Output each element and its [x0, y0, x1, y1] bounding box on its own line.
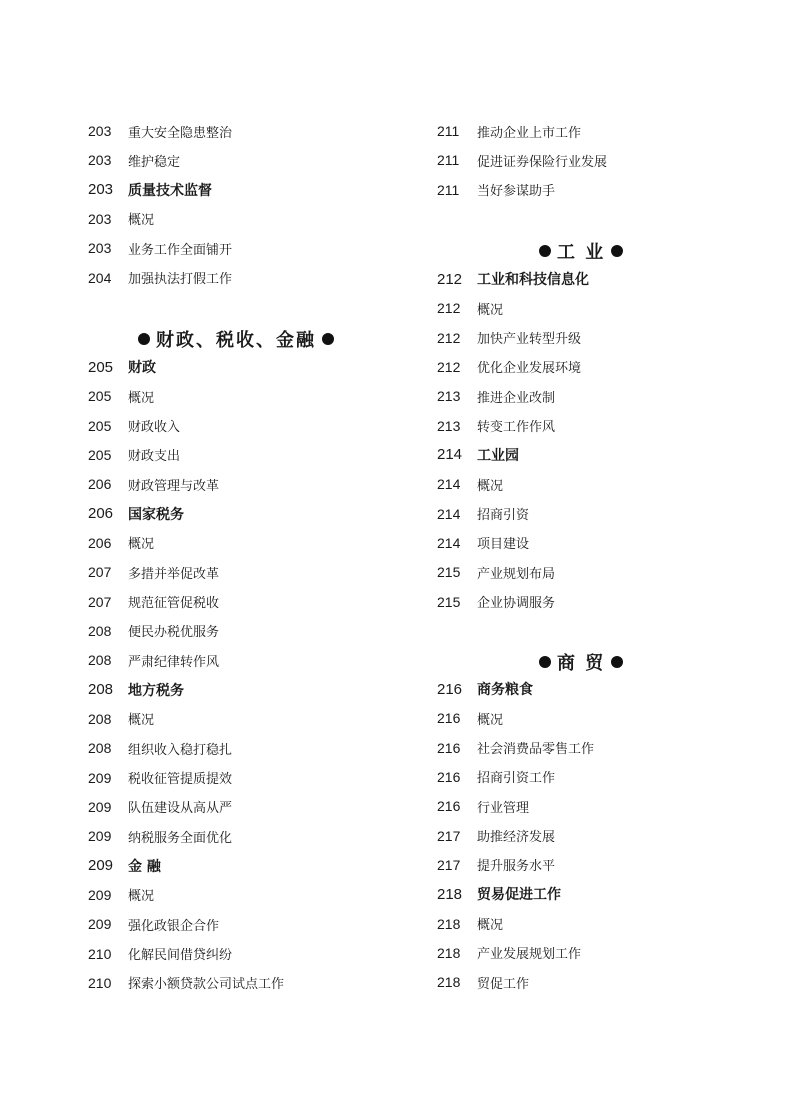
toc-entry[interactable]: [437, 850, 555, 879]
toc-entry[interactable]: [88, 528, 154, 557]
bullet-dot-icon: [611, 656, 623, 668]
entry-title: 项目建设: [477, 537, 530, 553]
entry-title: 概况: [128, 537, 155, 553]
bullet-dot-icon: [322, 333, 334, 345]
toc-entry[interactable]: [88, 822, 232, 851]
toc-entry[interactable]: [437, 382, 555, 411]
entry-title: 财政管理与改革: [128, 478, 220, 494]
page-number: 216: [437, 680, 463, 698]
page-number: 215: [437, 564, 461, 581]
toc-entry[interactable]: [437, 528, 529, 557]
toc-entry[interactable]: [88, 763, 232, 792]
page-number: 205: [88, 358, 114, 376]
entry-title: 产业发展规划工作: [477, 947, 582, 963]
toc-entry[interactable]: [437, 938, 581, 967]
page-number: 207: [88, 564, 112, 581]
bullet-dot-icon: [539, 245, 551, 257]
entry-title: 概况: [477, 302, 504, 318]
entry-title: 税收征管提质提效: [128, 772, 233, 788]
toc-entry[interactable]: [88, 470, 219, 499]
entry-title: 质量技术监督: [128, 182, 212, 199]
toc-entry[interactable]: [88, 558, 219, 587]
entry-title: 金 融: [128, 858, 161, 875]
entry-title: 当好参谋助手: [477, 184, 556, 200]
page-number: 205: [88, 417, 112, 434]
entry-title: 招商引资工作: [477, 771, 556, 787]
page-number: 211: [437, 123, 460, 139]
page-number: 218: [437, 885, 463, 903]
entry-title: 优化企业发展环境: [477, 361, 582, 377]
entry-title: 维护稳定: [128, 154, 181, 170]
page-number: 203: [88, 181, 114, 199]
page-number: 211: [437, 181, 460, 198]
toc-entry[interactable]: [437, 323, 581, 352]
entry-title: 规范征管促税收: [128, 596, 220, 612]
toc-subsection-entry[interactable]: [88, 499, 184, 528]
toc-entry[interactable]: [88, 734, 232, 763]
page-number: 209: [88, 828, 112, 845]
toc-entry[interactable]: [437, 294, 503, 323]
toc-subsection-entry[interactable]: [88, 175, 212, 204]
page-number: 207: [88, 593, 112, 610]
toc-entry[interactable]: [437, 175, 555, 204]
page-number: 209: [88, 857, 114, 875]
entry-title: 贸促工作: [477, 976, 530, 992]
entry-title: 财政支出: [128, 449, 181, 465]
entry-title: 概况: [477, 918, 504, 934]
entry-title: 推进企业改制: [477, 390, 556, 406]
toc-subsection-entry[interactable]: [88, 675, 184, 704]
entry-title: 探索小额贷款公司试点工作: [128, 977, 285, 993]
page-number: 208: [88, 622, 112, 639]
entry-title: 财政收入: [128, 420, 181, 436]
toc-subsection-entry[interactable]: [88, 851, 161, 880]
toc-entry[interactable]: [88, 792, 232, 821]
toc-entry[interactable]: [437, 470, 503, 499]
page-number: 210: [88, 974, 112, 991]
page-number: 216: [437, 739, 461, 756]
entry-title: 概况: [128, 889, 155, 905]
entry-title: 重大安全隐患整治: [128, 125, 233, 141]
page-number: 216: [437, 798, 461, 815]
entry-title: 转变工作作风: [477, 420, 556, 436]
toc-entry[interactable]: [437, 821, 555, 850]
page-number: 218: [437, 944, 461, 961]
entry-title: 概况: [128, 390, 155, 406]
toc-subsection-entry[interactable]: [437, 440, 519, 469]
entry-title: 概况: [128, 713, 155, 729]
page-number: 216: [437, 768, 461, 785]
page-number: 206: [88, 534, 112, 551]
entry-title: 商务粮食: [477, 682, 533, 698]
page-number: 203: [88, 152, 112, 169]
toc-entry[interactable]: [437, 352, 581, 381]
entry-title: 产业规划布局: [477, 566, 556, 582]
toc-entry[interactable]: [437, 411, 555, 440]
toc-entry[interactable]: [88, 440, 180, 469]
toc-entry[interactable]: [437, 558, 555, 587]
toc-subsection-entry[interactable]: [437, 675, 533, 704]
entry-title: 概况: [128, 213, 155, 229]
entry-title: 工业和科技信息化: [477, 272, 589, 288]
page-number: 212: [437, 300, 461, 317]
page-number: 206: [88, 476, 112, 493]
toc-entry[interactable]: [437, 762, 555, 791]
entry-title: 国家税务: [128, 506, 184, 523]
page-number: 213: [437, 417, 461, 434]
entry-title: 地方税务: [128, 682, 184, 699]
toc-entry[interactable]: [88, 146, 180, 175]
entry-title: 多措并举促改革: [128, 566, 220, 582]
bullet-dot-icon: [611, 245, 623, 257]
entry-title: 加强执法打假工作: [128, 272, 233, 288]
entry-title: 严肃纪律转作风: [128, 654, 220, 670]
toc-entry[interactable]: [437, 704, 503, 733]
toc-entry[interactable]: [88, 910, 219, 939]
page-number: 209: [88, 798, 112, 815]
entry-title: 组织收入稳打稳扎: [128, 742, 233, 758]
toc-entry[interactable]: [437, 499, 529, 528]
page-number: 204: [88, 269, 112, 286]
page-number: 210: [88, 945, 112, 962]
toc-entry[interactable]: [88, 880, 154, 909]
toc-entry[interactable]: [437, 792, 529, 821]
entry-title: 业务工作全面铺开: [128, 242, 233, 258]
entry-title: 概况: [477, 478, 504, 494]
toc-entry[interactable]: [88, 411, 180, 440]
entry-title: 纳税服务全面优化: [128, 830, 233, 846]
page-number: 209: [88, 769, 112, 786]
section-title: 工 业: [557, 242, 606, 263]
toc-entry[interactable]: [437, 968, 529, 997]
page-number: 217: [437, 856, 461, 873]
toc-entry[interactable]: [88, 616, 219, 645]
section-heading-industry: [533, 236, 629, 266]
page-number: 208: [88, 652, 112, 669]
section-title: 财政、税收、金融: [156, 330, 316, 351]
bullet-dot-icon: [539, 656, 551, 668]
page-number: 208: [88, 681, 114, 699]
toc-entry[interactable]: [88, 646, 219, 675]
page-number: 218: [437, 915, 461, 932]
section-heading-finance: [132, 324, 340, 354]
entry-title: 队伍建设从高从严: [128, 801, 233, 817]
toc-subsection-entry[interactable]: [437, 265, 589, 294]
toc-entry[interactable]: [88, 587, 219, 616]
page-number: 214: [437, 476, 461, 493]
toc-entry[interactable]: [88, 939, 232, 968]
entry-title: 助推经济发展: [477, 830, 556, 846]
entry-title: 便民办税优服务: [128, 625, 220, 641]
page-number: 203: [88, 240, 112, 257]
page-number: 214: [437, 534, 461, 551]
entry-title: 促进证券保险行业发展: [477, 154, 608, 170]
entry-title: 强化政银企合作: [128, 918, 220, 934]
page-number: 203: [88, 210, 112, 227]
toc-entry[interactable]: [437, 733, 594, 762]
page-number: 212: [437, 358, 461, 375]
page-number: 205: [88, 446, 112, 463]
toc-subsection-entry[interactable]: [437, 880, 561, 909]
section-title: 商 贸: [557, 653, 606, 674]
page-number: 208: [88, 710, 112, 727]
entry-title: 化解民间借贷纠纷: [128, 948, 233, 964]
page-number: 215: [437, 593, 461, 610]
toc-entry[interactable]: [88, 234, 232, 263]
page-number: 218: [437, 974, 461, 991]
entry-title: 招商引资: [477, 508, 530, 524]
page-number: 208: [88, 740, 112, 757]
toc-entry[interactable]: [88, 704, 154, 733]
page-number: 209: [88, 886, 112, 903]
entry-title: 工业园: [477, 447, 519, 464]
page-number: 214: [437, 446, 463, 464]
page-number: 216: [437, 710, 461, 727]
page-number: 214: [437, 505, 461, 522]
entry-title: 企业协调服务: [477, 596, 556, 612]
entry-title: 行业管理: [477, 800, 530, 816]
toc-entry[interactable]: [437, 117, 581, 146]
page-number: 213: [437, 388, 461, 405]
entry-title: 推动企业上市工作: [477, 125, 582, 141]
bullet-dot-icon: [138, 333, 150, 345]
page-number: 217: [437, 827, 461, 844]
entry-title: 加快产业转型升级: [477, 332, 582, 348]
entry-title: 提升服务水平: [477, 859, 556, 875]
page-number: 211: [437, 152, 460, 169]
page-number: 205: [88, 388, 112, 405]
toc-entry[interactable]: [437, 909, 503, 938]
toc-entry[interactable]: [88, 382, 154, 411]
section-heading-commerce: [533, 647, 629, 677]
page-number: 212: [437, 329, 461, 346]
toc-entry[interactable]: [437, 146, 607, 175]
toc-entry[interactable]: [88, 117, 232, 146]
toc-subsection-entry[interactable]: [88, 353, 156, 382]
page-number: 212: [437, 270, 463, 288]
toc-entry[interactable]: [88, 204, 154, 233]
entry-title: 财政: [128, 360, 156, 376]
toc-entry[interactable]: [88, 968, 284, 997]
entry-title: 社会消费品零售工作: [477, 742, 595, 758]
entry-title: 概况: [477, 712, 504, 728]
page-number: 203: [88, 123, 112, 139]
entry-title: 贸易促进工作: [477, 887, 561, 904]
toc-entry[interactable]: [437, 587, 555, 616]
toc-entry[interactable]: [88, 263, 232, 292]
page-number: 206: [88, 505, 114, 523]
page-number: 209: [88, 916, 112, 933]
